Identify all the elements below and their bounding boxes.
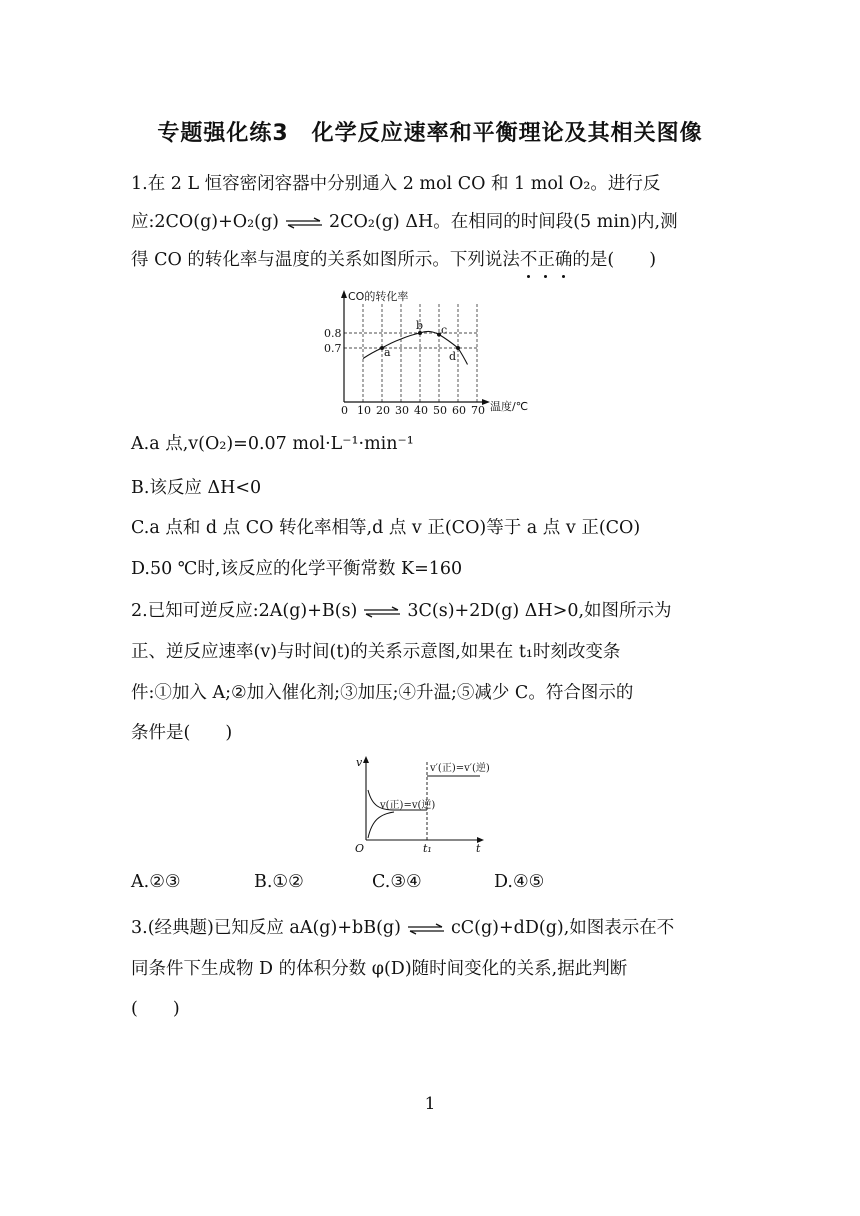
x-tick-label: 0 <box>341 404 348 416</box>
q1-line3 <box>131 246 656 271</box>
rate-label-after: v′(正)=v′(逆) <box>430 763 490 774</box>
point-label-a: a <box>384 346 391 359</box>
y-axis-arrow-icon <box>363 756 369 763</box>
y-axis-arrow-icon <box>341 290 347 298</box>
x-tick-label: 40 <box>414 404 428 416</box>
point-label-d: d <box>449 350 457 363</box>
q1-line3-pre: 得 CO 的转化率与温度的关系如图所示。下列说法 <box>131 250 520 270</box>
q1-line1: 1.在 2 L 恒容密闭容器中分别通入 2 mol CO 和 1 mol O₂。进行反 <box>131 174 661 194</box>
q1-line2-pre: 应:2CO(g)+O₂(g) <box>131 212 280 232</box>
x-tick-label: 20 <box>376 404 390 416</box>
equilibrium-arrow-icon <box>407 923 445 935</box>
q1-option-a: A.a 点,v(O₂)=0.07 mol·L⁻¹·min⁻¹ <box>131 434 414 454</box>
q2-line1-post: 3C(s)+2D(g) ΔH>0,如图所示为 <box>407 601 672 621</box>
q2-option-d: D.④⑤ <box>494 872 545 892</box>
point-label-c: c <box>441 323 448 337</box>
q3-line1-pre: 3.(经典题)已知反应 aA(g)+bB(g) <box>131 918 401 938</box>
q2-line4: 条件是( ) <box>131 723 233 743</box>
x-tick-label: 60 <box>452 404 466 416</box>
y-axis-label: CO的转化率 <box>348 290 409 303</box>
reverse-rate-curve <box>368 812 394 838</box>
q2-line2: 正、逆反应速率(v)与时间(t)的关系示意图,如果在 t₁时刻改变条 <box>131 642 621 662</box>
x-tick-label: 50 <box>433 404 447 416</box>
y-tick-label: 0.8 <box>324 327 342 340</box>
q1-option-c: C.a 点和 d 点 CO 转化率相等,d 点 v 正(CO)等于 a 点 v 正(CO) <box>131 518 641 538</box>
q3-line1 <box>131 914 674 939</box>
q2-line3: 件:①加入 A;②加入催化剂;③加压;④升温;⑤减少 C。符合图示的 <box>131 683 634 703</box>
page-title: 专题强化练3 化学反应速率和平衡理论及其相关图像 <box>157 121 703 146</box>
co-conversion-chart <box>318 286 548 416</box>
q1-line2 <box>131 208 678 233</box>
q1-option-d: D.50 ℃时,该反应的化学平衡常数 K=160 <box>131 559 463 579</box>
x-axis-label: 温度/℃ <box>490 400 529 413</box>
x-tick-label: 30 <box>395 404 409 416</box>
q2-line1 <box>131 597 672 622</box>
q1-line3-post: 的是( ) <box>572 250 657 270</box>
q3-line1-post: cC(g)+dD(g),如图表示在不 <box>450 918 675 938</box>
x-tick-label: 10 <box>357 404 371 416</box>
emphasis-text: 不正确 <box>520 250 573 270</box>
equilibrium-arrow-icon <box>363 606 401 618</box>
page-number: 1 <box>424 1094 436 1114</box>
origin-label: O <box>355 842 365 854</box>
q1-option-b: B.该反应 ΔH<0 <box>131 478 262 498</box>
point-d <box>456 346 460 350</box>
x-axis-label: t <box>476 842 481 854</box>
x-tick-label: 70 <box>471 404 485 416</box>
rate-label-before: v(正)=v(逆) <box>380 800 436 811</box>
y-axis-label: v <box>356 756 363 769</box>
equilibrium-arrow-icon <box>285 217 323 229</box>
q2-option-a: A.②③ <box>131 872 181 892</box>
point-label-b: b <box>416 319 424 332</box>
q2-option-c: C.③④ <box>372 872 422 892</box>
t1-label: t₁ <box>423 842 432 854</box>
y-tick-label: 0.7 <box>324 342 342 355</box>
q3-line3: ( ) <box>131 999 180 1019</box>
q2-line1-pre: 2.已知可逆反应:2A(g)+B(s) <box>131 601 358 621</box>
q1-line2-post: 2CO₂(g) ΔH。在相同的时间段(5 min)内,测 <box>329 212 678 232</box>
rate-time-chart <box>350 754 500 854</box>
q3-line2: 同条件下生成物 D 的体积分数 φ(D)随时间变化的关系,据此判断 <box>131 959 628 979</box>
q2-option-b: B.①② <box>254 872 304 892</box>
